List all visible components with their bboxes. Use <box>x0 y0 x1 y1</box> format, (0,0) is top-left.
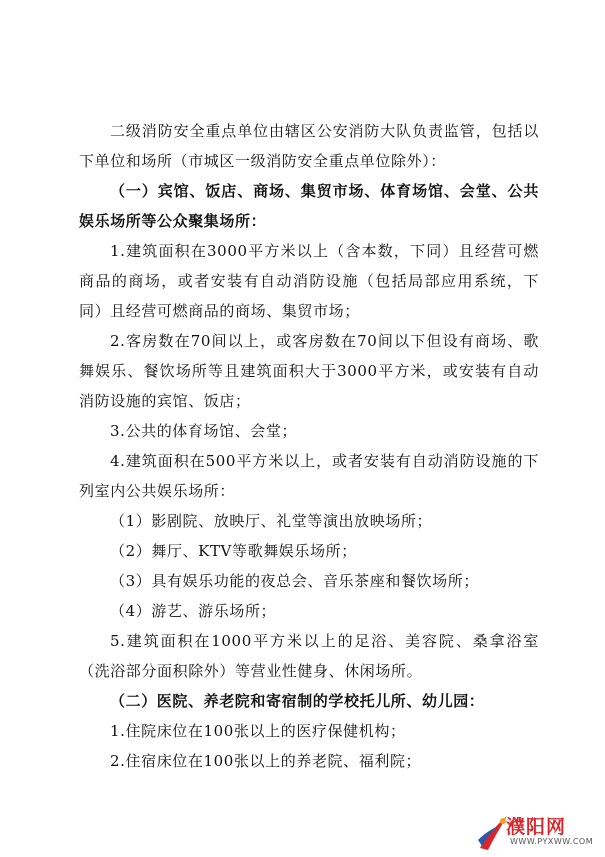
swoosh-logo-icon <box>476 810 510 854</box>
section-1-item-5: 5.建筑面积在1000平方米以上的足浴、美容院、桑拿浴室（洗浴部分面积除外）等营业性健身、休闲场所。 <box>79 632 539 680</box>
site-logo <box>476 810 598 854</box>
section-1-item-4-sub-4: （4）游艺、游乐场所； <box>110 602 277 620</box>
intro-paragraph: 二级消防安全重点单位由辖区公安消防大队负责监管，包括以下单位和场所（市城区一级消防安全重点单位除外）： <box>79 122 539 170</box>
section-1-item-1: 1.建筑面积在3000平方米以上（含本数，下同）且经营可燃商品的商场，或者安装有自动消防设施（包括局部应用系统，下同）且经营可燃商品的商场、集贸市场； <box>79 242 539 320</box>
logo-url: WWW.PYXWW.COM <box>510 837 594 846</box>
section-1-item-2: 2.客房数在70间以上，或客房数在70间以下但设有商场、歌舞娱乐、餐饮场所等且建筑面积大于3000平方米，或安装有自动消防设施的宾馆、饭店； <box>79 332 539 410</box>
section-1-item-4-sub-2: （2）舞厅、KTV等歌舞娱乐场所； <box>110 542 357 560</box>
section-1-item-3: 3.公共的体育场馆、会堂； <box>110 422 298 440</box>
section-1-item-4-sub-1: （1）影剧院、放映厅、礼堂等演出放映场所； <box>110 512 433 530</box>
section-2-item-2: 2.住宿床位在100张以上的养老院、福利院； <box>110 752 422 770</box>
section-2-item-1: 1.住院床位在100张以上的医疗保健机构； <box>110 722 406 740</box>
section-1-item-4: 4.建筑面积在500平方米以上，或者安装有自动消防设施的下列室内公共娱乐场所： <box>79 452 539 500</box>
section-1-item-4-sub-3: （3）具有娱乐功能的夜总会、音乐茶座和餐饮场所； <box>110 572 479 590</box>
section-2-heading: （二）医院、养老院和寄宿制的学校托儿所、幼儿园： <box>110 692 485 710</box>
section-1-heading: （一）宾馆、饭店、商场、集贸市场、体育场馆、会堂、公共娱乐场所等公众聚集场所： <box>79 182 539 230</box>
logo-name: 濮阳网 <box>506 816 567 838</box>
